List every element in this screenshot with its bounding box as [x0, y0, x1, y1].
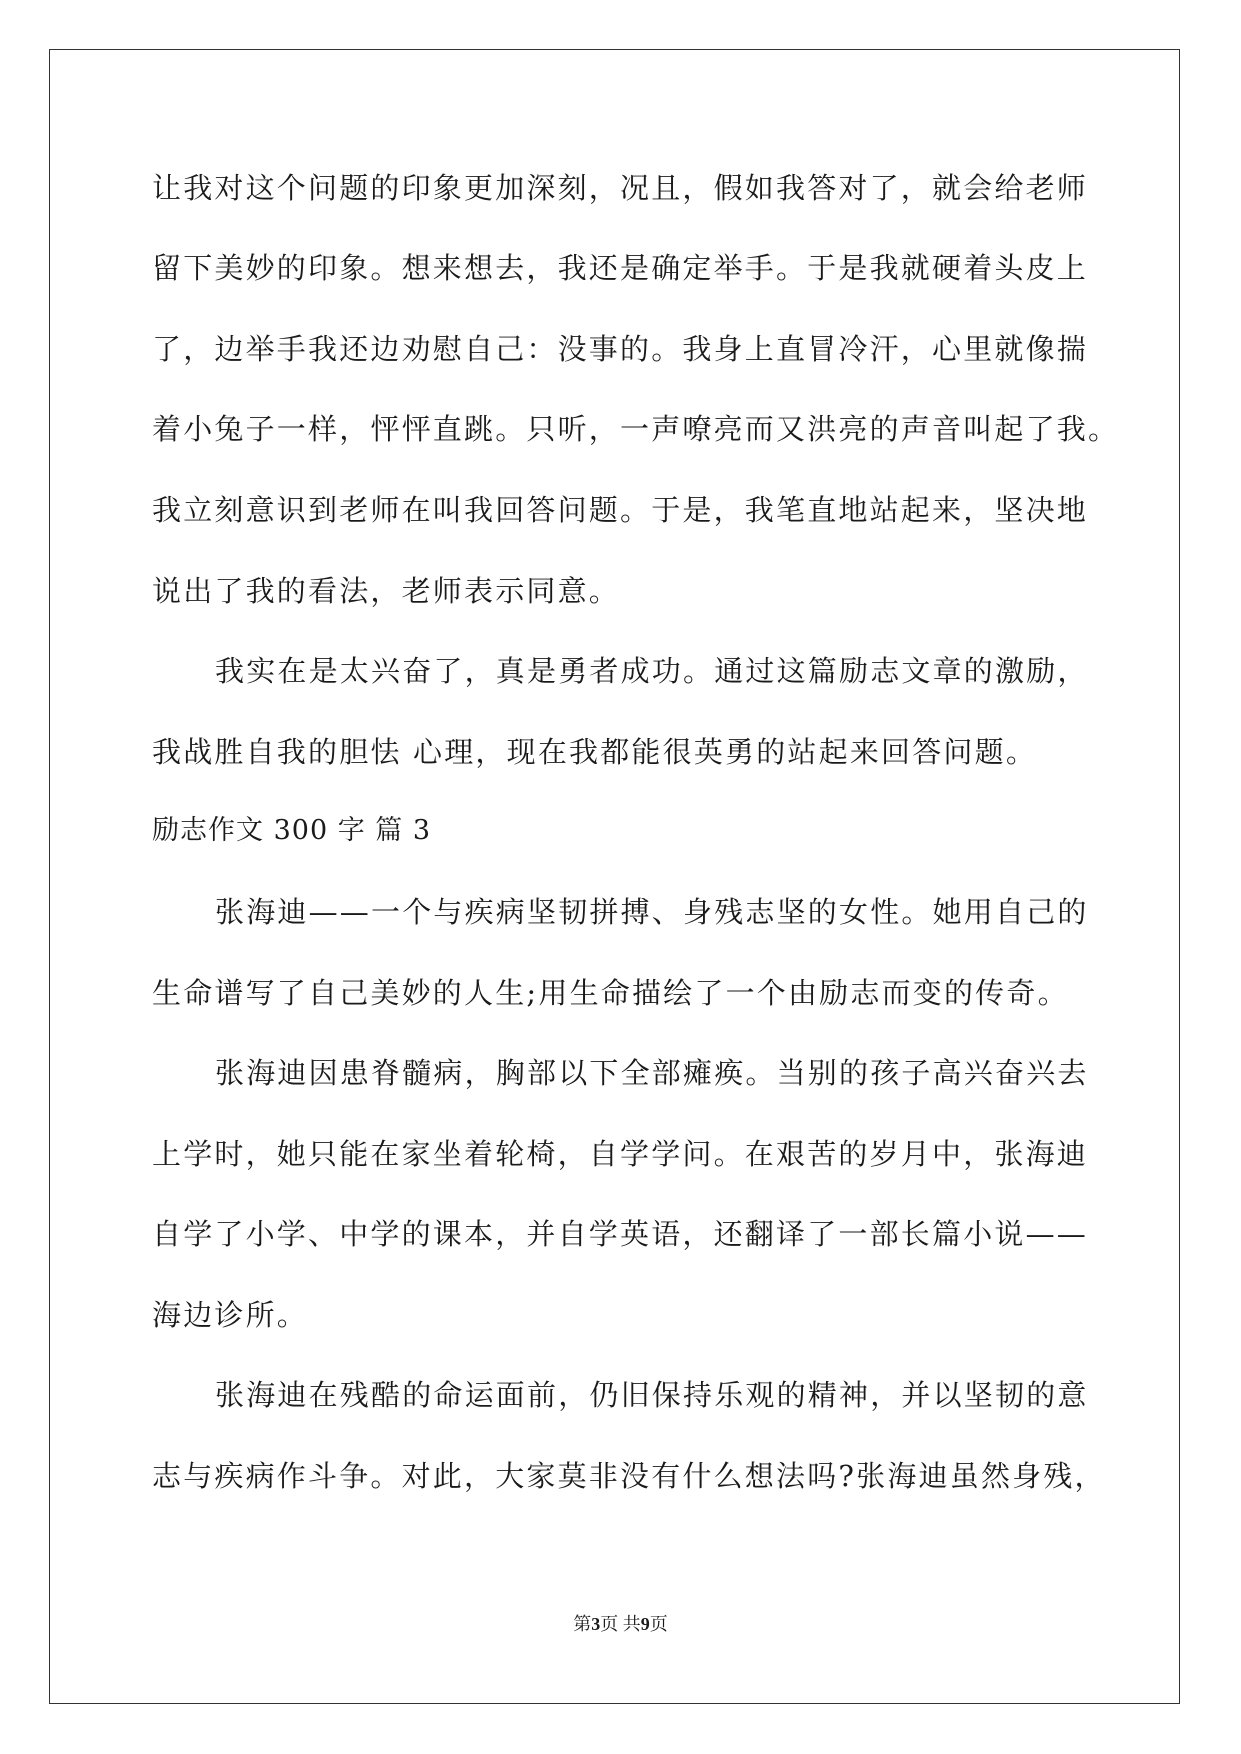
page-footer	[0, 1612, 1241, 1636]
text-line: 自学了小学、中学的课本，并自学英语，还翻译了一部长篇小说——	[152, 1217, 1089, 1251]
text-line: 张海迪——一个与疾病坚韧拼搏、身残志坚的女性。她用自己的	[215, 895, 1089, 929]
text-line: 张海迪因患脊髓病，胸部以下全部瘫痪。当别的孩子高兴奋兴去	[215, 1056, 1089, 1090]
current-page-number: 3	[591, 1614, 601, 1634]
text-line: 海边诊所。	[152, 1298, 309, 1332]
text-line: 我实在是太兴奋了，真是勇者成功。通过这篇励志文章的激励，	[215, 654, 1089, 688]
text-line: 着小兔子一样，怦怦直跳。只听，一声嘹亮而又洪亮的声音叫起了我。	[152, 412, 1120, 446]
footer-suffix: 页	[649, 1614, 668, 1634]
text-line: 我立刻意识到老师在叫我回答问题。于是，我笔直地站起来，坚决地	[152, 493, 1089, 527]
text-line: 说出了我的看法，老师表示同意。	[152, 574, 621, 608]
text-line: 志与疾病作斗争。对此，大家莫非没有什么想法吗?张海迪虽然身残，	[152, 1459, 1106, 1493]
total-page-number: 9	[640, 1614, 650, 1634]
text-line: 我战胜自我的胆怯 心理，现在我都能很英勇的站起来回答问题。	[152, 735, 1038, 769]
text-line: 留下美妙的印象。想来想去，我还是确定举手。于是我就硬着头皮上	[152, 251, 1089, 285]
text-line: 上学时，她只能在家坐着轮椅，自学学问。在艰苦的岁月中，张海迪	[152, 1137, 1089, 1171]
footer-prefix: 第	[573, 1614, 592, 1634]
text-line: 让我对这个问题的印象更加深刻，况且，假如我答对了，就会给老师	[152, 171, 1089, 205]
text-line: 了，边举手我还边劝慰自己：没事的。我身上直冒冷汗，心里就像揣	[152, 332, 1089, 366]
footer-mid: 页 共	[600, 1614, 641, 1634]
text-line: 张海迪在残酷的命运面前，仍旧保持乐观的精神，并以坚韧的意	[215, 1378, 1089, 1412]
text-line: 生命谱写了自己美妙的人生;用生命描绘了一个由励志而变的传奇。	[152, 976, 1069, 1010]
section-heading: 励志作文 300 字 篇 3	[152, 815, 432, 846]
